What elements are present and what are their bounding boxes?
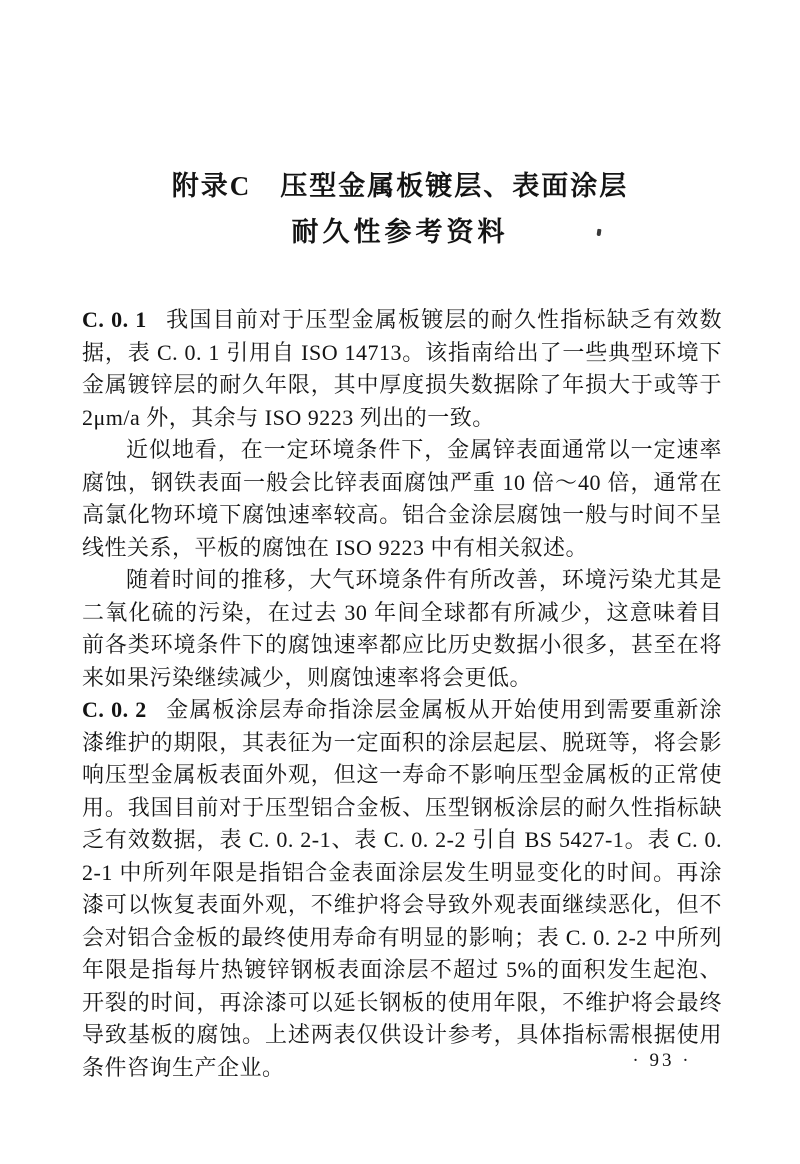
page-number: · 93 · (632, 1050, 692, 1071)
clause-text-c-0-1: 我国目前对于压型金属板镀层的耐久性指标缺乏有效数据，表 C. 0. 1 引用自 ISO 14713。该指南给出了一些典型环境下金属镀锌层的耐久年限，其中厚度损失数据除了年损大于或等于 2μm/a 外，其余与 ISO 9223 列出的一致。 (82, 307, 722, 430)
body-text (82, 304, 722, 1084)
clause-text-c-0-2: 金属板涂层寿命指涂层金属板从开始使用到需要重新涂漆维护的期限，其表征为一定面积的涂层起层、脱斑等，将会影响压型金属板表面外观，但这一寿命不影响压型金属板的正常使用。我国目前对于压型铝合金板、压型钢板涂层的耐久性指标缺乏有效数据，表 C. 0. 2-1、表 C. 0. 2-2 引自 BS 5427-1。表 C. 0. 2-1 中所列年限是指铝合金表面涂层发生明显变化的时间。再涂漆可以恢复表面外观，不维护将会导致外观表面继续恶化，但不会对铝合金板的最终使用寿命有明显的影响；表 C. 0. 2-2 中所列年限是指每片热镀锌钢板表面涂层不超过 5%的面积发生起泡、开裂的时间，再涂漆可以延长钢板的使用年限，不维护将会最终导致基板的腐蚀。上述两表仅供设计参考，具体指标需根据使用条件咨询生产企业。 (82, 697, 723, 1080)
clause-label-c-0-2: C. 0. 2 (82, 697, 147, 722)
paragraph-c-0-1 (82, 304, 722, 434)
paragraph-environment-improvement: 随着时间的推移，大气环境条件有所改善，环境污染尤其是二氧化硫的污染，在过去 30 年间全球都有所减少，这意味着目前各类环境条件下的腐蚀速率都应比历史数据小很多，甚至在将来如果污染继续减少，则腐蚀速率将会更低。 (82, 567, 722, 690)
paragraph-corrosion-rate: 近似地看，在一定环境条件下，金属锌表面通常以一定速率腐蚀，钢铁表面一般会比锌表面腐蚀严重 10 倍～40 倍，通常在高氯化物环境下腐蚀速率较高。铝合金涂层腐蚀一般与时间不呈线性关系，平板的腐蚀在 ISO 9223 中有相关叙述。 (82, 437, 722, 560)
appendix-title-line2: 耐久性参考资料 (291, 217, 509, 247)
paragraph-c-0-2 (82, 694, 722, 1084)
appendix-title (0, 163, 800, 255)
clause-label-c-0-1: C. 0. 1 (82, 307, 147, 332)
appendix-title-line1: 附录C 压型金属板镀层、表面涂层 (171, 171, 629, 201)
